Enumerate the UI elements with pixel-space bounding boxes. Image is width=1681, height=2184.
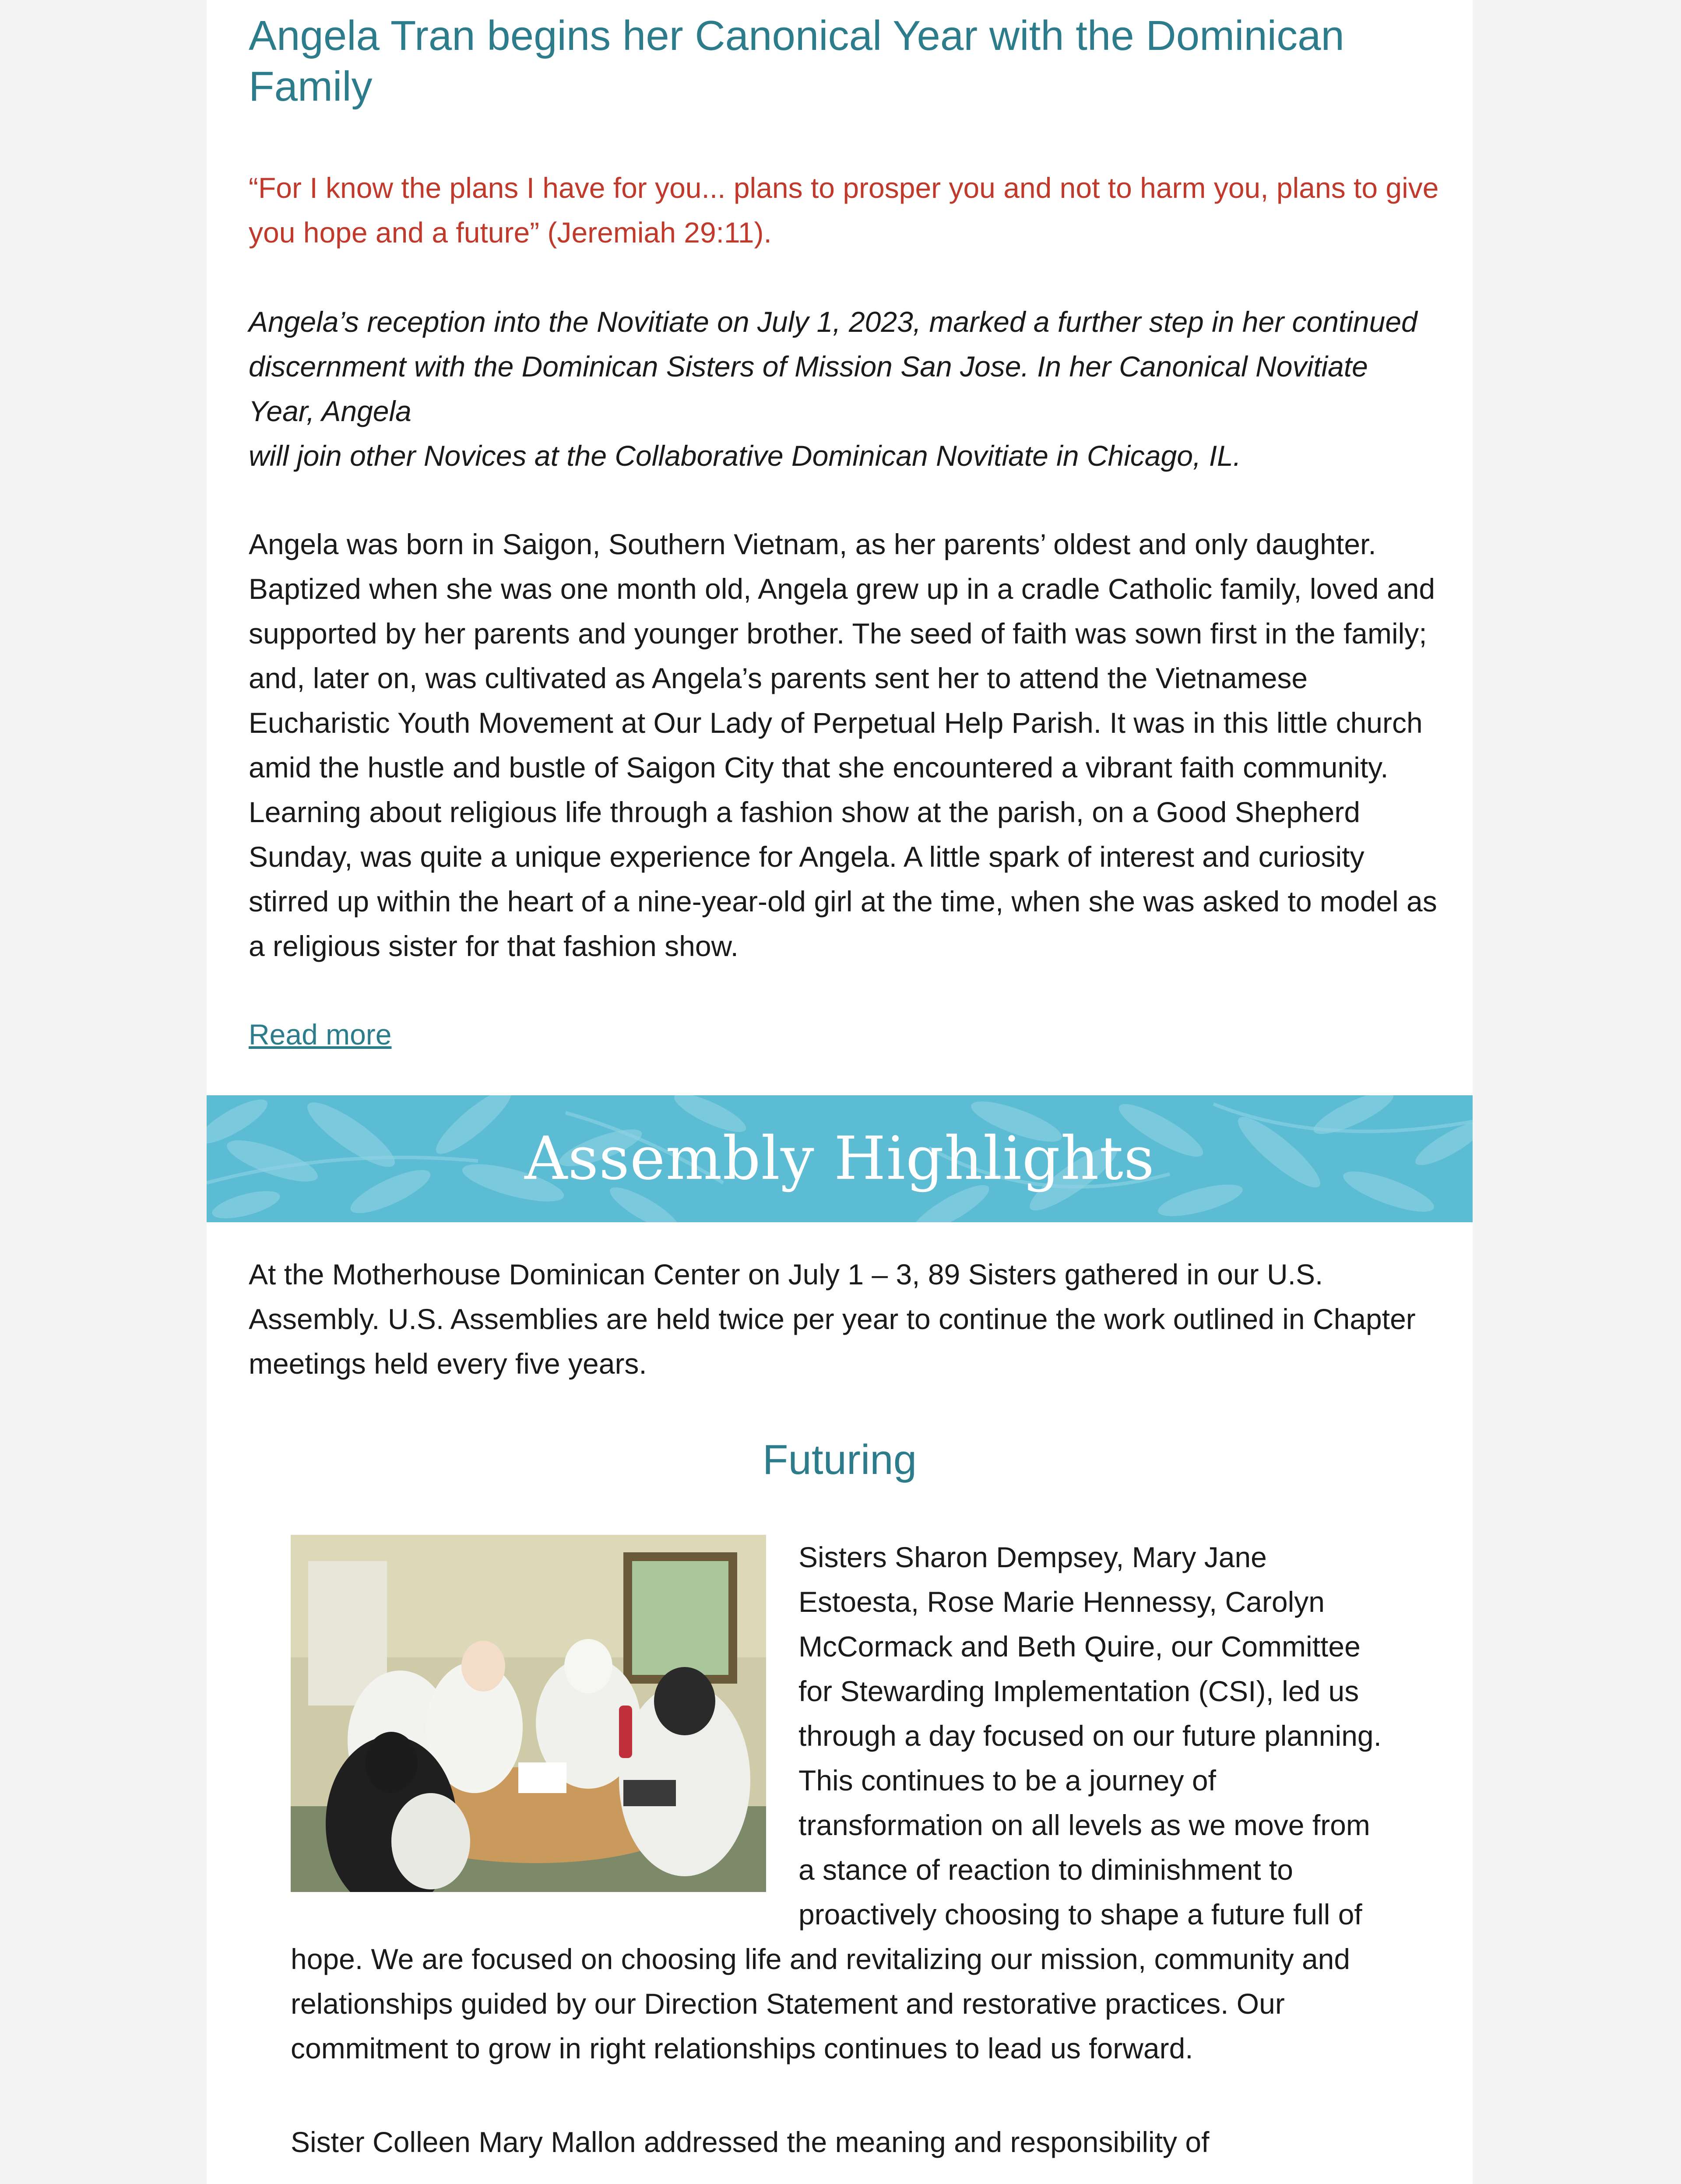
- article-intro-line-1: Angela’s reception into the Novitiate on July 1, 2023, marked a further step in her continued discernment with the Dominican Sisters of Mission San Jose. In her Canonical Novitiate Year, Angela: [249, 306, 1417, 427]
- read-more-link[interactable]: Read more: [249, 1018, 392, 1051]
- article-intro: [249, 299, 1439, 478]
- newsletter-sheet: [207, 0, 1473, 2184]
- next-paragraph: Sister Colleen Mary Mallon addressed the meaning and responsibility of: [291, 2126, 1210, 2158]
- scripture-quote: “For I know the plans I have for you... plans to prosper you and not to harm you, plans to give you hope and a future” (Jeremiah 29:11).: [249, 172, 1439, 249]
- futuring-text: Sisters Sharon Dempsey, Mary Jane Estoesta, Rose Marie Hennessy, Carolyn McCormack and Beth Quire, our Committee for Stewarding Implementation (CSI), led us through a day focused on our future planning. This continues to be a journey of transformation on all levels as we move from a stance of reaction to diminishment to proactively choosing to shape a future full of hope. We are focused on choosing life and revitalizing our mission, community and relationships guided by our Direction Statement and restorative practices. Our commitment to grow in right relationships continues to lead us forward.: [291, 1541, 1382, 2064]
- banner-title: Assembly Highlights: [524, 1124, 1155, 1193]
- assembly-highlights-banner: [207, 1095, 1473, 1222]
- article-title: Angela Tran begins her Canonical Year with the Dominican Family: [249, 12, 1344, 110]
- sisters-meeting-photo: [291, 1535, 766, 1892]
- article-body: Angela was born in Saigon, Southern Vietnam, as her parents’ oldest and only daughter. Baptized when she was one month old, Angela grew up in a cradle Catholic family, loved and supported by her parents and younger brother. The seed of faith was sown first in the family; and, later on, was cultivated as Angela’s parents sent her to attend the Vietnamese Eucharistic Youth Movement at Our Lady of Perpetual Help Parish. It was in this little church amid the hustle and bustle of Saigon City that she encountered a vibrant faith community. Learning about religious life through a fashion show at the parish, on a Good Shepherd Sunday, was quite a unique experience for Angela. A little spark of interest and curiosity stirred up within the heart of a nine-year-old girl at the time, when she was asked to model as a religious sister for that fashion show.: [249, 528, 1437, 962]
- article-intro-line-2: will join other Novices at the Collaborative Dominican Novitiate in Chicago, IL.: [249, 440, 1241, 472]
- futuring-heading: Futuring: [762, 1436, 917, 1483]
- futuring-section: [291, 1535, 1385, 2071]
- assembly-intro: At the Motherhouse Dominican Center on July 1 – 3, 89 Sisters gathered in our U.S. Assembly. U.S. Assemblies are held twice per year to continue the work outlined in Chapter meetings held every five years.: [249, 1258, 1416, 1380]
